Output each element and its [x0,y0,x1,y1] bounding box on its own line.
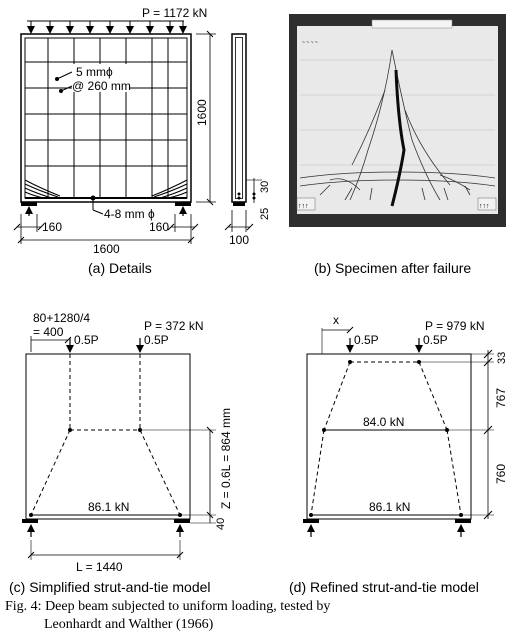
half-load-left: 0.5P [74,333,99,347]
tie-force: 86.1 kN [369,500,411,514]
thickness-dim-label: 100 [229,233,250,247]
panel-a-details [17,6,271,256]
support-right [175,202,191,206]
bar-dot [55,77,59,81]
caption-a: (a) Details [88,260,152,276]
web-reinforcement-grid [25,38,187,198]
struts [311,362,461,515]
cross-section [232,34,246,202]
dim-767: 767 [494,387,508,408]
load-arrows [31,21,183,33]
caption-b: (b) Specimen after failure [314,260,472,276]
panel-c-simplified-model [22,311,233,574]
beam-outline [21,34,191,202]
height-dim-label: 1600 [195,99,209,126]
beam-outline [307,354,471,519]
support-left [21,202,37,206]
svg-text:~ ~ ~ ~: ~ ~ ~ ~ [302,40,318,46]
half-load-right: 0.5P [423,333,448,347]
span-label: L = 1440 [76,560,123,574]
support-width-left: 160 [42,220,63,234]
caption-c: (c) Simplified strut-and-tie model [9,579,211,595]
beam-outline [26,354,190,519]
figure-caption-line-1: Fig. 4: Deep beam subjected to uniform loading, tested by [5,599,331,614]
dim-25: 25 [259,207,271,220]
support-width-right: 160 [149,220,170,234]
svg-text:↑↑↑: ↑↑↑ [479,203,490,210]
width-dim-label: 1600 [93,242,120,256]
load-label: P = 979 kN [425,319,485,333]
caption-d: (d) Refined strut-and-tie model [289,579,479,595]
dim-40: 40 [215,517,227,530]
mid-tie-force: 84.0 kN [363,415,405,429]
bar-label-1: 5 mmϕ [76,65,113,79]
note-line-1: 80+1280/4 [33,311,91,325]
support-right [174,519,190,523]
load-label: P = 372 kN [144,319,204,333]
support-right [455,519,471,523]
support-left [303,519,319,523]
dim-760: 760 [494,463,508,484]
bar-label-2: @ 260 mm [72,79,131,93]
panel-d-refined-model [303,313,508,537]
support-left [22,519,38,523]
note-line-2: = 400 [33,325,64,339]
anchorage-bars [25,180,187,198]
tie-force: 86.1 kN [88,500,130,514]
bar-dot [59,89,63,93]
dim-30: 30 [259,180,271,193]
x-label: x [333,313,339,327]
bottom-bars-label: 4-8 mm ϕ [104,207,155,221]
half-load-left: 0.5P [354,333,379,347]
lever-arm-label: Z = 0.6L = 864 mm [219,408,233,509]
specimen-photo [289,14,506,227]
load-label: P = 1172 kN [142,6,208,20]
svg-text:↑↑↑: ↑↑↑ [298,203,309,210]
struts [31,354,180,515]
dim-33: 33 [496,351,508,364]
half-load-right: 0.5P [144,333,169,347]
figure-caption-line-2: Leonhardt and Walther (1966) [44,617,214,632]
